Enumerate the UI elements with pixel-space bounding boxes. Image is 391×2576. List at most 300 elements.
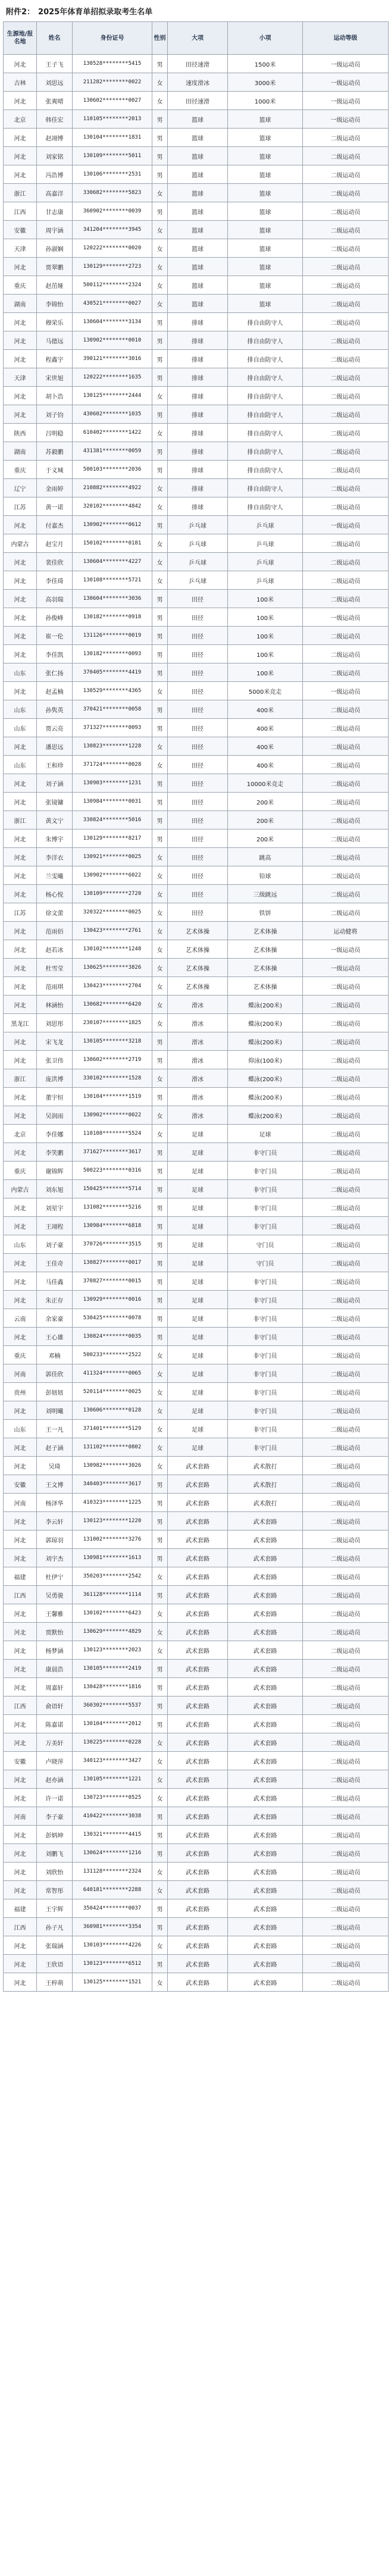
table-row — [4, 258, 389, 276]
cell-id-number: 130123********2023 — [73, 1641, 152, 1660]
cell-name: 孙子凡 — [37, 1918, 73, 1936]
cell-event: 武术套路 — [228, 1623, 303, 1641]
cell-event: 武术套路 — [228, 1899, 303, 1918]
cell-region: 河南 — [4, 1364, 37, 1383]
cell-id-number: 130105********2419 — [73, 1660, 152, 1678]
cell-level: 二级运动员 — [303, 1346, 389, 1364]
cell-category: 排球 — [168, 331, 228, 350]
cell-region: 河北 — [4, 147, 37, 165]
cell-id-number: 371401********5129 — [73, 1420, 152, 1438]
cell-gender: 男 — [152, 811, 168, 830]
cell-id-number: 500223********0316 — [73, 1162, 152, 1180]
cell-category: 田径 — [168, 663, 228, 682]
cell-gender: 男 — [152, 516, 168, 534]
cell-name: 范雨琪 — [37, 977, 73, 996]
cell-gender: 女 — [152, 1346, 168, 1364]
cell-region: 河北 — [4, 1844, 37, 1863]
cell-gender: 男 — [152, 1272, 168, 1291]
table-row — [4, 1438, 389, 1457]
cell-level: 二级运动员 — [303, 1936, 389, 1955]
cell-gender: 男 — [152, 645, 168, 663]
cell-category: 足球 — [168, 1383, 228, 1401]
cell-level: 二级运动员 — [303, 165, 389, 184]
cell-id-number: 430602********1035 — [73, 405, 152, 424]
cell-region: 河北 — [4, 1512, 37, 1530]
cell-id-number: 130105********1221 — [73, 1770, 152, 1789]
cell-category: 武术套路 — [168, 1475, 228, 1494]
cell-id-number: 130428********1816 — [73, 1678, 152, 1697]
table-row — [4, 940, 389, 959]
cell-category: 田径 — [168, 682, 228, 700]
cell-level: 一级运动员 — [303, 92, 389, 110]
cell-region: 河南 — [4, 1807, 37, 1826]
cell-name: 高羽瑞 — [37, 590, 73, 608]
table-row — [4, 756, 389, 774]
cell-region: 江西 — [4, 1586, 37, 1604]
cell-category: 武术套路 — [168, 1567, 228, 1586]
table-row — [4, 1088, 389, 1106]
cell-gender: 女 — [152, 1567, 168, 1586]
cell-name: 穆荣乐 — [37, 313, 73, 331]
cell-category: 艺术体操 — [168, 977, 228, 996]
cell-name: 马佳鑫 — [37, 1272, 73, 1291]
cell-event: 非守门员 — [228, 1364, 303, 1383]
cell-name: 张卫伟 — [37, 1051, 73, 1069]
table-row — [4, 239, 389, 258]
table-row — [4, 295, 389, 313]
cell-name: 潘思远 — [37, 737, 73, 756]
cell-id-number: 130182********0918 — [73, 608, 152, 627]
cell-id-number: 130604********3134 — [73, 313, 152, 331]
cell-region: 山东 — [4, 1235, 37, 1254]
cell-level: 二级运动员 — [303, 590, 389, 608]
cell-region: 河北 — [4, 1660, 37, 1678]
cell-region: 河北 — [4, 129, 37, 147]
cell-category: 武术套路 — [168, 1752, 228, 1770]
cell-event: 排自由防守人 — [228, 497, 303, 516]
table-row — [4, 1641, 389, 1660]
cell-gender: 女 — [152, 553, 168, 571]
cell-name: 卢晓萍 — [37, 1752, 73, 1770]
cell-event: 篮球 — [228, 295, 303, 313]
cell-name: 刘子钧 — [37, 405, 73, 424]
table-row — [4, 903, 389, 922]
cell-gender: 男 — [152, 1494, 168, 1512]
cell-region: 天津 — [4, 368, 37, 387]
cell-region: 河北 — [4, 55, 37, 73]
table-row — [4, 1567, 389, 1586]
cell-name: 杨心悦 — [37, 885, 73, 903]
cell-gender: 男 — [152, 1918, 168, 1936]
cell-level: 二级运动员 — [303, 387, 389, 405]
table-row — [4, 1733, 389, 1752]
cell-category: 滑冰 — [168, 1014, 228, 1032]
cell-level: 二级运动员 — [303, 1660, 389, 1678]
cell-id-number: 130102********1248 — [73, 940, 152, 959]
cell-gender: 女 — [152, 258, 168, 276]
cell-category: 田径 — [168, 756, 228, 774]
cell-gender: 男 — [152, 350, 168, 368]
cell-category: 武术套路 — [168, 1549, 228, 1567]
cell-category: 篮球 — [168, 295, 228, 313]
cell-region: 河北 — [4, 92, 37, 110]
cell-region: 安徽 — [4, 1475, 37, 1494]
cell-category: 武术套路 — [168, 1457, 228, 1475]
cell-gender: 女 — [152, 1420, 168, 1438]
table-row — [4, 73, 389, 92]
cell-name: 贾默怡 — [37, 1623, 73, 1641]
cell-event: 蝶泳(200米) — [228, 996, 303, 1014]
cell-category: 田径速滑 — [168, 92, 228, 110]
cell-gender: 女 — [152, 940, 168, 959]
cell-id-number: 130827********0017 — [73, 1254, 152, 1272]
cell-region: 河北 — [4, 922, 37, 940]
table-row — [4, 184, 389, 202]
cell-gender: 男 — [152, 774, 168, 793]
cell-region: 山东 — [4, 719, 37, 737]
cell-region: 河北 — [4, 1733, 37, 1752]
cell-gender: 女 — [152, 885, 168, 903]
table-row — [4, 590, 389, 608]
cell-level: 二级运动员 — [303, 1697, 389, 1715]
table-row — [4, 1494, 389, 1512]
cell-level: 二级运动员 — [303, 497, 389, 516]
cell-name: 刘家铭 — [37, 147, 73, 165]
cell-level: 二级运动员 — [303, 1401, 389, 1420]
table-row — [4, 1309, 389, 1328]
table-row — [4, 442, 389, 461]
cell-name: 崔一伦 — [37, 627, 73, 645]
cell-name: 于义城 — [37, 461, 73, 479]
cell-id-number: 131082********5216 — [73, 1198, 152, 1217]
cell-event: 非守门员 — [228, 1383, 303, 1401]
cell-category: 田径 — [168, 590, 228, 608]
cell-region: 河北 — [4, 1032, 37, 1051]
cell-region: 河北 — [4, 1272, 37, 1291]
cell-id-number: 130109********5011 — [73, 147, 152, 165]
table-row — [4, 1660, 389, 1678]
cell-level: 二级运动员 — [303, 663, 389, 682]
cell-event: 武术套路 — [228, 1660, 303, 1678]
cell-region: 天津 — [4, 239, 37, 258]
cell-id-number: 130625********3826 — [73, 959, 152, 977]
table-row — [4, 1789, 389, 1807]
cell-level: 二级运动员 — [303, 1309, 389, 1328]
cell-event: 非守门员 — [228, 1420, 303, 1438]
cell-category: 武术套路 — [168, 1881, 228, 1899]
table-row — [4, 663, 389, 682]
cell-category: 武术套路 — [168, 1973, 228, 1992]
cell-id-number: 130104********1831 — [73, 129, 152, 147]
cell-name: 张镜镛 — [37, 793, 73, 811]
table-row — [4, 1254, 389, 1272]
cell-event: 武术套路 — [228, 1881, 303, 1899]
cell-gender: 男 — [152, 700, 168, 719]
cell-level: 二级运动员 — [303, 719, 389, 737]
table-row — [4, 331, 389, 350]
cell-region: 河北 — [4, 258, 37, 276]
table-row — [4, 1475, 389, 1494]
table-row — [4, 1715, 389, 1733]
cell-gender: 男 — [152, 165, 168, 184]
cell-level: 一级运动员 — [303, 940, 389, 959]
cell-region: 吉林 — [4, 73, 37, 92]
attachment-label: 附件2： — [6, 7, 35, 17]
cell-event: 武术套路 — [228, 1918, 303, 1936]
table-row — [4, 202, 389, 221]
cell-id-number: 410422********3038 — [73, 1807, 152, 1826]
cell-name: 张仁扬 — [37, 663, 73, 682]
cell-gender: 女 — [152, 295, 168, 313]
cell-id-number: 130225********0228 — [73, 1733, 152, 1752]
cell-name: 彭妞妞 — [37, 1383, 73, 1401]
cell-category: 武术套路 — [168, 1733, 228, 1752]
cell-category: 滑冰 — [168, 1032, 228, 1051]
cell-gender: 男 — [152, 1309, 168, 1328]
cell-id-number: 130606********0128 — [73, 1401, 152, 1420]
table-row — [4, 1623, 389, 1641]
cell-id-number: 211282********0022 — [73, 73, 152, 92]
cell-category: 足球 — [168, 1198, 228, 1217]
cell-event: 非守门员 — [228, 1291, 303, 1309]
cell-name: 范雨佰 — [37, 922, 73, 940]
table-row — [4, 1457, 389, 1475]
cell-region: 河北 — [4, 1291, 37, 1309]
cell-name: 刘子涵 — [37, 774, 73, 793]
cell-region: 河北 — [4, 1401, 37, 1420]
cell-category: 篮球 — [168, 110, 228, 129]
cell-name: 赵孟楠 — [37, 682, 73, 700]
cell-event: 武术套路 — [228, 1697, 303, 1715]
cell-region: 河北 — [4, 682, 37, 700]
cell-event: 3000米 — [228, 73, 303, 92]
cell-id-number: 330102********1528 — [73, 1069, 152, 1088]
cell-gender: 女 — [152, 1364, 168, 1383]
cell-gender: 男 — [152, 1162, 168, 1180]
cell-region: 河北 — [4, 405, 37, 424]
cell-id-number: 130123********1220 — [73, 1512, 152, 1530]
cell-event: 武术套路 — [228, 1955, 303, 1973]
cell-event: 蝶泳(200米) — [228, 1014, 303, 1032]
cell-level: 二级运动员 — [303, 1973, 389, 1992]
cell-id-number: 130902********0022 — [73, 1106, 152, 1125]
cell-gender: 女 — [152, 1125, 168, 1143]
cell-id-number: 131102********0802 — [73, 1438, 152, 1457]
cell-level: 二级运动员 — [303, 295, 389, 313]
cell-level: 二级运动员 — [303, 1420, 389, 1438]
cell-gender: 女 — [152, 497, 168, 516]
cell-event: 篮球 — [228, 184, 303, 202]
table-row — [4, 1032, 389, 1051]
cell-id-number: 500233********2522 — [73, 1346, 152, 1364]
cell-region: 安徽 — [4, 1752, 37, 1770]
cell-level: 二级运动员 — [303, 350, 389, 368]
cell-category: 乒乓球 — [168, 553, 228, 571]
cell-gender: 男 — [152, 1143, 168, 1162]
col-header-name: 姓名 — [37, 22, 73, 55]
cell-gender: 女 — [152, 1752, 168, 1770]
cell-name: 李佳凯 — [37, 645, 73, 663]
cell-event: 篮球 — [228, 276, 303, 295]
cell-gender: 男 — [152, 1844, 168, 1863]
cell-category: 排球 — [168, 350, 228, 368]
cell-id-number: 210882********4922 — [73, 479, 152, 497]
cell-id-number: 330824********5016 — [73, 811, 152, 830]
cell-gender: 女 — [152, 571, 168, 590]
cell-gender: 男 — [152, 1235, 168, 1254]
table-row — [4, 1420, 389, 1438]
cell-event: 武术套路 — [228, 1512, 303, 1530]
cell-name: 吴润雨 — [37, 1106, 73, 1125]
cell-level: 二级运动员 — [303, 331, 389, 350]
cell-level: 二级运动员 — [303, 276, 389, 295]
cell-gender: 女 — [152, 682, 168, 700]
cell-event: 武术套路 — [228, 1586, 303, 1604]
cell-gender: 男 — [152, 1715, 168, 1733]
cell-level: 二级运动员 — [303, 1955, 389, 1973]
cell-id-number: 130105********3218 — [73, 1032, 152, 1051]
cell-gender: 女 — [152, 1604, 168, 1623]
col-header-level: 运动等级 — [303, 22, 389, 55]
cell-region: 河北 — [4, 627, 37, 645]
cell-event: 400米 — [228, 700, 303, 719]
cell-category: 武术套路 — [168, 1641, 228, 1660]
cell-region: 河北 — [4, 866, 37, 885]
cell-gender: 女 — [152, 848, 168, 866]
cell-gender: 女 — [152, 737, 168, 756]
cell-event: 武术套路 — [228, 1604, 303, 1623]
cell-level: 二级运动员 — [303, 129, 389, 147]
cell-gender: 女 — [152, 276, 168, 295]
table-row — [4, 92, 389, 110]
cell-id-number: 370827********0015 — [73, 1272, 152, 1291]
cell-id-number: 130102********6423 — [73, 1604, 152, 1623]
cell-category: 田径 — [168, 903, 228, 922]
cell-event: 艺术体操 — [228, 940, 303, 959]
cell-region: 河北 — [4, 1863, 37, 1881]
cell-gender: 女 — [152, 387, 168, 405]
cell-id-number: 130108********5721 — [73, 571, 152, 590]
document-header — [0, 0, 391, 21]
cell-category: 田径 — [168, 866, 228, 885]
table-row — [4, 719, 389, 737]
cell-category: 足球 — [168, 1346, 228, 1364]
cell-gender: 女 — [152, 1641, 168, 1660]
cell-level: 二级运动员 — [303, 405, 389, 424]
cell-region: 河北 — [4, 313, 37, 331]
cell-level: 二级运动员 — [303, 239, 389, 258]
cell-level: 二级运动员 — [303, 885, 389, 903]
cell-event: 艺术体操 — [228, 977, 303, 996]
cell-id-number: 130824********0035 — [73, 1328, 152, 1346]
cell-gender: 男 — [152, 830, 168, 848]
cell-gender: 女 — [152, 424, 168, 442]
cell-level: 二级运动员 — [303, 830, 389, 848]
cell-region: 北京 — [4, 110, 37, 129]
cell-region: 河北 — [4, 1106, 37, 1125]
cell-region: 河北 — [4, 793, 37, 811]
cell-gender: 女 — [152, 1733, 168, 1752]
cell-region: 重庆 — [4, 1162, 37, 1180]
cell-name: 朱正存 — [37, 1291, 73, 1309]
cell-event: 武术套路 — [228, 1567, 303, 1586]
cell-level: 一级运动员 — [303, 73, 389, 92]
cell-category: 田径速滑 — [168, 55, 228, 73]
col-header-event: 小项 — [228, 22, 303, 55]
cell-level: 二级运动员 — [303, 1088, 389, 1106]
cell-name: 刘明曦 — [37, 1401, 73, 1420]
cell-region: 重庆 — [4, 276, 37, 295]
cell-gender: 女 — [152, 977, 168, 996]
cell-gender: 女 — [152, 1106, 168, 1125]
cell-event: 篮球 — [228, 129, 303, 147]
cell-name: 董宇恒 — [37, 1088, 73, 1106]
cell-region: 河北 — [4, 1641, 37, 1660]
cell-category: 排球 — [168, 424, 228, 442]
cell-gender: 男 — [152, 1549, 168, 1567]
table-row — [4, 165, 389, 184]
cell-name: 甘志康 — [37, 202, 73, 221]
table-row — [4, 885, 389, 903]
cell-name: 李佳琦 — [37, 571, 73, 590]
cell-level: 二级运动员 — [303, 1807, 389, 1826]
cell-region: 河北 — [4, 830, 37, 848]
table-row — [4, 1106, 389, 1125]
cell-id-number: 370405********4419 — [73, 663, 152, 682]
cell-region: 山东 — [4, 756, 37, 774]
cell-name: 赵若冰 — [37, 940, 73, 959]
cell-category: 足球 — [168, 1180, 228, 1198]
cell-region: 河北 — [4, 1770, 37, 1789]
cell-event: 100米 — [228, 645, 303, 663]
cell-gender: 男 — [152, 1254, 168, 1272]
cell-id-number: 130423********2761 — [73, 922, 152, 940]
cell-name: 李锦怡 — [37, 295, 73, 313]
cell-level: 二级运动员 — [303, 1014, 389, 1032]
cell-level: 二级运动员 — [303, 1789, 389, 1807]
cell-id-number: 361128********1114 — [73, 1586, 152, 1604]
table-row — [4, 313, 389, 331]
table-row — [4, 1328, 389, 1346]
cell-category: 滑冰 — [168, 1069, 228, 1088]
cell-event: 武术散打 — [228, 1475, 303, 1494]
cell-gender: 男 — [152, 1586, 168, 1604]
cell-region: 浙江 — [4, 184, 37, 202]
cell-category: 田径 — [168, 848, 228, 866]
table-row — [4, 1162, 389, 1180]
cell-level: 二级运动员 — [303, 1623, 389, 1641]
cell-name: 常智彤 — [37, 1881, 73, 1899]
cell-gender: 男 — [152, 129, 168, 147]
cell-category: 田径 — [168, 811, 228, 830]
cell-event: 武术套路 — [228, 1770, 303, 1789]
cell-name: 孙淑娴 — [37, 239, 73, 258]
cell-name: 郭佳欣 — [37, 1364, 73, 1383]
cell-event: 400米 — [228, 719, 303, 737]
cell-level: 运动健将 — [303, 922, 389, 940]
cell-level: 二级运动员 — [303, 1198, 389, 1217]
cell-region: 江西 — [4, 1697, 37, 1715]
cell-gender: 女 — [152, 1770, 168, 1789]
table-row — [4, 1051, 389, 1069]
cell-category: 乒乓球 — [168, 534, 228, 553]
cell-name: 金雨婷 — [37, 479, 73, 497]
cell-gender: 男 — [152, 1955, 168, 1973]
cell-level: 二级运动员 — [303, 1217, 389, 1235]
cell-region: 江苏 — [4, 497, 37, 516]
cell-event: 蝶泳(200米) — [228, 1032, 303, 1051]
cell-region: 河北 — [4, 1936, 37, 1955]
